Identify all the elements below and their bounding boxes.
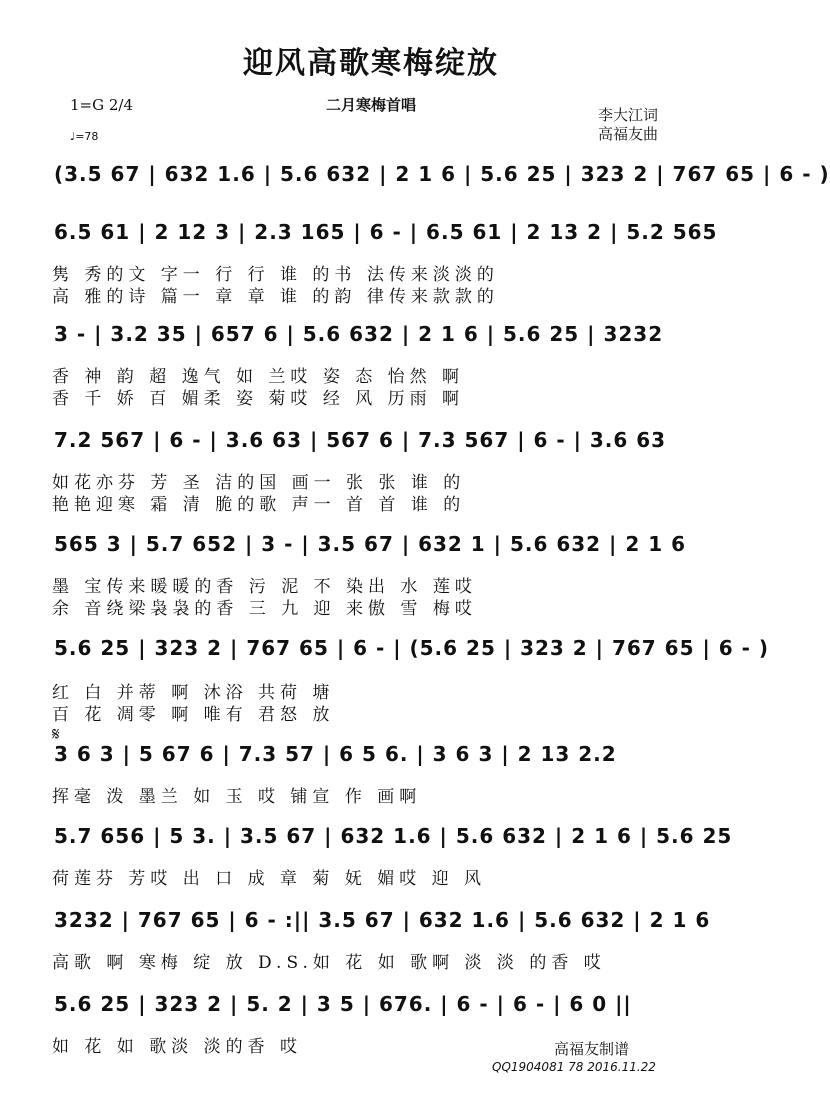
notes-line: 7.2 567 | 6 - | 3.6 63 | 567 6 | 7.3 567 | 6 - | 3.6 63 — [54, 428, 667, 452]
lyric-line-2: 艳艳迎寒 霜 清 脆的歌 声一 首 首 谁 的 — [52, 495, 466, 515]
notes-line: 3232 | 767 65 | 6 - :|| 3.5 67 | 632 1.6 | 5.6 632 | 2 1 6 — [54, 908, 711, 932]
lyric-line-1: 红 白 并蒂 啊 沐浴 共荷 塘 — [52, 683, 335, 703]
lyric-line-2: 香 千 娇 百 媚柔 姿 菊哎 经 风 历雨 啊 — [52, 389, 465, 409]
lyric-line-2: 余 音绕梁袅袅的香 三 九 迎 来傲 雪 梅哎 — [52, 599, 477, 619]
notes-line: 5.6 25 | 323 2 | 767 65 | 6 - | (5.6 25 | 323 2 | 767 65 | 6 - ) — [54, 636, 770, 660]
lyric-line-1: 如 花 如 歌淡 淡的香 哎 — [52, 1037, 303, 1057]
key-signature: 1=G 2/4 — [70, 96, 134, 114]
composer: 高福友曲 — [598, 125, 659, 143]
song-title: 迎风高歌寒梅绽放 — [243, 46, 499, 81]
lyricist: 李大江词 — [598, 106, 659, 124]
segno-mark: 𝄋 — [52, 724, 60, 745]
notes-line: 6.5 61 | 2 12 3 | 2.3 165 | 6 - | 6.5 61 | 2 13 2 | 5.2 565 — [54, 220, 718, 244]
lyric-line-1: 墨 宝传来暖暖的香 污 泥 不 染出 水 莲哎 — [52, 577, 477, 597]
notes-line: 3 - | 3.2 35 | 657 6 | 5.6 632 | 2 1 6 | 5.6 25 | 3232 — [54, 322, 664, 346]
notes-line: (3.5 67 | 632 1.6 | 5.6 632 | 2 1 6 | 5.6 25 | 323 2 | 767 65 | 6 - ) — [54, 162, 830, 186]
lyric-line-1: 高歌 啊 寒梅 绽 放 D.S.如 花 如 歌啊 淡 淡 的香 哎 — [52, 953, 606, 973]
qq-date: QQ1904081 78 2016.11.22 — [492, 1060, 656, 1074]
notes-line: 565 3 | 5.7 652 | 3 - | 3.5 67 | 632 1 | 5.6 632 | 2 1 6 — [54, 532, 686, 556]
tempo: ♩=78 — [70, 130, 99, 143]
notes-line: 3 6 3 | 5 67 6 | 7.3 57 | 6 5 6. | 3 6 3 | 2 13 2.2 — [54, 742, 617, 766]
lyric-line-1: 挥毫 泼 墨兰 如 玉 哎 铺宣 作 画啊 — [52, 787, 422, 807]
subtitle: 二月寒梅首唱 — [325, 96, 416, 114]
lyric-line-2: 高 雅的诗 篇一 章 章 谁 的韵 律传来款款的 — [52, 287, 499, 307]
lyric-line-1: 如花亦芬 芳 圣 洁的国 画一 张 张 谁 的 — [52, 473, 466, 493]
lyric-line-1: 香 神 韵 超 逸气 如 兰哎 姿 态 怡然 啊 — [52, 367, 465, 387]
lyric-line-1: 隽 秀的文 字一 行 行 谁 的书 法传来淡淡的 — [52, 265, 499, 285]
notes-line: 5.6 25 | 323 2 | 5. 2 | 3 5 | 676. | 6 - | 6 - | 6 0 || — [54, 992, 632, 1016]
lyric-line-1: 荷莲芬 芳哎 出 口 成 章 菊 妩 媚哎 迎 风 — [52, 869, 487, 889]
lyric-line-2: 百 花 凋零 啊 唯有 君怒 放 — [52, 705, 335, 725]
notes-line: 5.7 656 | 5 3. | 3.5 67 | 632 1.6 | 5.6 632 | 2 1 6 | 5.6 25 — [54, 824, 733, 848]
arranger-credit: 高福友制谱 — [554, 1040, 630, 1058]
